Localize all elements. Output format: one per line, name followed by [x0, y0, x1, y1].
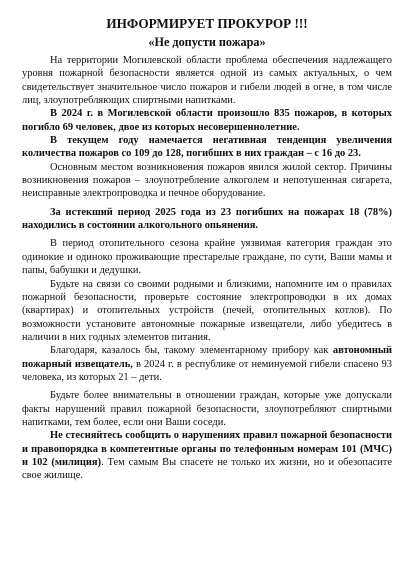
paragraph-detector — [22, 344, 392, 384]
paragraph-neighbors: Будьте более внимательны в отношении граждан, которые уже допускали факты нарушений правил пожарной безопасности, злоупотребляют спиртными напитками, тем более, если они Ваши соседи. — [22, 390, 392, 428]
detector-text-a: Благодаря, казалось бы, такому элементарному прибору как — [50, 345, 333, 357]
paragraph-advice: Будьте на связи со своими родными и близкими, напомните им о правилах пожарной безопасности, проверьте состояние электропроводки в их домах (квартирах) и отопительных устройств (печей, отопительных котлов). По возможности установите автономные пожарные извещатели, либо убедитесь в наличии в них годных элементов питания. — [22, 278, 392, 343]
paragraph-causes: Основным местом возникновения пожаров явился жилой сектор. Причины возникновения пожаров – злоупотребление алкоголем и непотушенная сигарета, неисправные электропроводка и печное оборудование. — [22, 161, 392, 200]
paragraph-stats-2024: В 2024 г. в Могилевской области произошло 835 пожаров, в которых погибло 69 человек, двое из которых несовершеннолетние. — [22, 108, 392, 133]
document-title: ИНФОРМИРУЕТ ПРОКУРОР !!! — [106, 16, 308, 31]
detector-text-bold: автономный пожарный извещатель, — [22, 345, 392, 370]
report-text-rest: . Тем самым Вы спасете не только их жизни, но и обезопасите свое жилище. — [22, 456, 393, 482]
report-text-bold: Не стесняйтесь сообщить о нарушениях правил пожарной безопасности и правопорядка в компетентные органы по телефонным номерам 101 (МЧС) и 102 (милиция) — [22, 430, 392, 468]
paragraph-intro: На территории Могилевской области проблема обеспечения надлежащего уровня пожарной безопасности является одной из самых актуальных, о чем свидетельствует значительное число пожаров и гибели людей в огне, в том числе лиц, злоупотребляющих спиртными напитками. — [22, 55, 392, 107]
paragraph-report — [22, 429, 392, 482]
detector-text-c: в 2024 г. в республике от неминуемой гибели спасено 93 человека, из которых 21 – дети. — [22, 358, 392, 383]
paragraph-trend: В текущем году намечается негативная тенденция увеличения количества пожаров со 109 до 128, погибших в них граждан – с 16 до 23. — [22, 135, 392, 160]
paragraph-alcohol-stats: За истекший период 2025 года из 23 погибших на пожарах 18 (78%) находились в состоянии алкогольного опьянения. — [22, 206, 392, 232]
paragraph-vulnerable: В период отопительного сезона крайне уязвимая категория граждан это одинокие и одиноко проживающие престарелые граждане, по сути, Ваши мамы и папы, бабушки и дедушки. — [22, 238, 392, 277]
document-subtitle: «Не допусти пожара» — [148, 35, 266, 49]
